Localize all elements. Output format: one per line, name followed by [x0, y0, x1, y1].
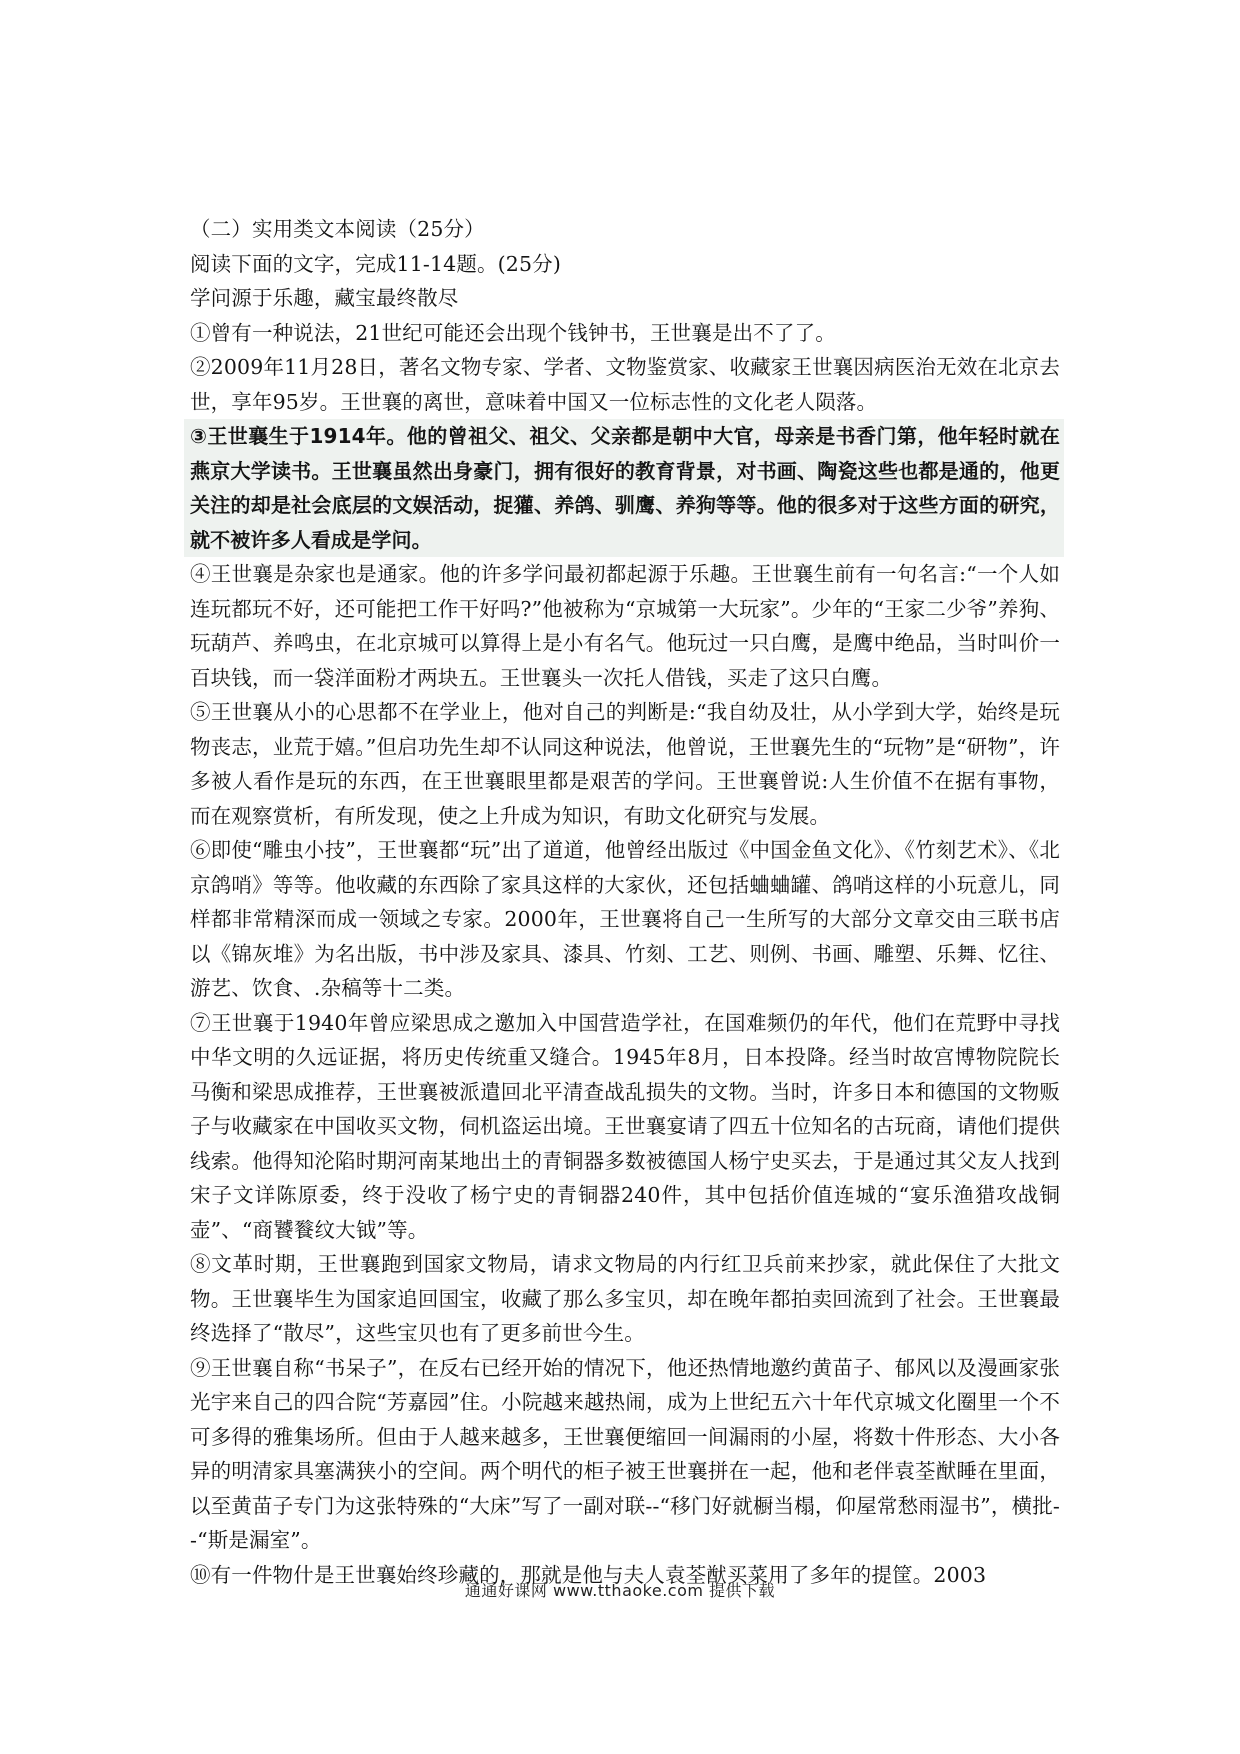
paragraph-6: ⑥即使“雕虫小技”，王世襄都“玩”出了道道，他曾经出版过《中国金鱼文化》、《竹刻艺术》、《北京鸽哨》等等。他收藏的东西除了家具这样的大家伙，还包括蛐蛐罐、鸽哨这样的小玩意儿，同样都非常精深而成一领域之专家。2000年，王世襄将自己一生所写的大部分文章交由三联书店以《锦灰堆》为名出版，书中涉及家具、漆具、竹刻、工艺、则例、书画、雕塑、乐舞、忆往、游艺、饮食、.杂稿等十二类。	[190, 838, 1060, 1000]
paragraph-10: ⑩有一件物什是王世襄始终珍藏的，那就是他与夫人袁荃猷买菜用了多年的提筐。2003	[190, 1562, 987, 1587]
instruction-line: 阅读下面的文字，完成11-14题。(25分)	[190, 251, 561, 276]
article-title: 学问源于乐趣，藏宝最终散尽	[190, 286, 459, 310]
page-footer: 通通好课网 www.tthaoke.com 提供下载	[464, 1581, 776, 1600]
paragraph-5: ⑤王世襄从小的心思都不在学业上，他对自己的判断是:“我自幼及壮，从小学到大学，始终是玩物丧志，业荒于嬉。”但启功先生却不认同这种说法，他曾说，王世襄先生的“玩物”是“研物”，许多被人看作是玩的东西，在王世襄眼里都是艰苦的学问。王世襄曾说:人生价值不在据有事物，而在观察赏析，有所发现，使之上升成为知识，有助文化研究与发展。	[190, 700, 1060, 828]
paragraph-7: ⑦王世襄于1940年曾应梁思成之邀加入中国营造学社，在国难频仍的年代，他们在荒野中寻找中华文明的久远证据，将历史传统重又缝合。1945年8月，日本投降。经当时故宫博物院院长马衡和梁思成推荐，王世襄被派遣回北平清查战乱损失的文物。当时，许多日本和德国的文物贩子与收藏家在中国收买文物，伺机盗运出境。王世襄宴请了四五十位知名的古玩商，请他们提供线索。他得知沦陷时期河南某地出土的青铜器多数被德国人杨宁史买去，于是通过其父友人找到宋子文详陈原委，终于没收了杨宁史的青铜器240件，其中包括价值连城的“宴乐渔猎攻战铜壶”、“商饕餮纹大钺”等。	[190, 1010, 1060, 1242]
paragraph-3: ③王世襄生于1914年。他的曾祖父、祖父、父亲都是朝中大官，母亲是书香门第，他年轻时就在燕京大学读书。王世襄虽然出身豪门，拥有很好的教育背景，对书画、陶瓷这些也都是通的，他更关注的却是社会底层的文娱活动，捉獾、养鸽、驯鹰、养狗等等。他的很多对于这些方面的研究，就不被许多人看成是学问。	[184, 419, 1064, 557]
paragraph-8: ⑧文革时期，王世襄跑到国家文物局，请求文物局的内行红卫兵前来抄家，就此保住了大批文物。王世襄毕生为国家追回国宝，收藏了那么多宝贝，却在晚年都拍卖回流到了社会。王世襄最终选择了“散尽”，这些宝贝也有了更多前世今生。	[190, 1252, 1060, 1345]
section-heading: （二）实用类文本阅读（25分）	[190, 217, 485, 241]
paragraph-4: ④王世襄是杂家也是通家。他的许多学问最初都起源于乐趣。王世襄生前有一句名言:“一个人如连玩都玩不好，还可能把工作干好吗?”他被称为“京城第一大玩家”。少年的“王家二少爷”养狗、玩葫芦、养鸣虫，在北京城可以算得上是小有名气。他玩过一只白鹰，是鹰中绝品，当时叫价一百块钱，而一袋洋面粉才两块五。王世襄头一次托人借钱，买走了这只白鹰。	[190, 562, 1060, 690]
paragraph-2: ②2009年11月28日，著名文物专家、学者、文物鉴赏家、收藏家王世襄因病医治无效在北京去世，享年95岁。王世襄的离世，意味着中国又一位标志性的文化老人陨落。	[190, 355, 1060, 414]
paragraph-1: ①曾有一种说法，21世纪可能还会出现个钱钟书，王世襄是出不了了。	[190, 320, 836, 345]
paragraph-9: ⑨王世襄自称“书呆子”，在反右已经开始的情况下，他还热情地邀约黄苗子、郁风以及漫画家张光宇来自己的四合院“芳嘉园”住。小院越来越热闹，成为上世纪五六十年代京城文化圈里一个不可多得的雅集场所。但由于人越来越多，王世襄便缩回一间漏雨的小屋，将数十件形态、大小各异的明清家具塞满狭小的空间。两个明代的柜子被王世襄拼在一起，他和老伴袁荃猷睡在里面，以至黄苗子专门为这张特殊的“大床”写了一副对联--“移门好就橱当榻，仰屋常愁雨湿书”，横批--“斯是漏室”。	[190, 1355, 1060, 1552]
document-body	[190, 212, 1060, 1592]
